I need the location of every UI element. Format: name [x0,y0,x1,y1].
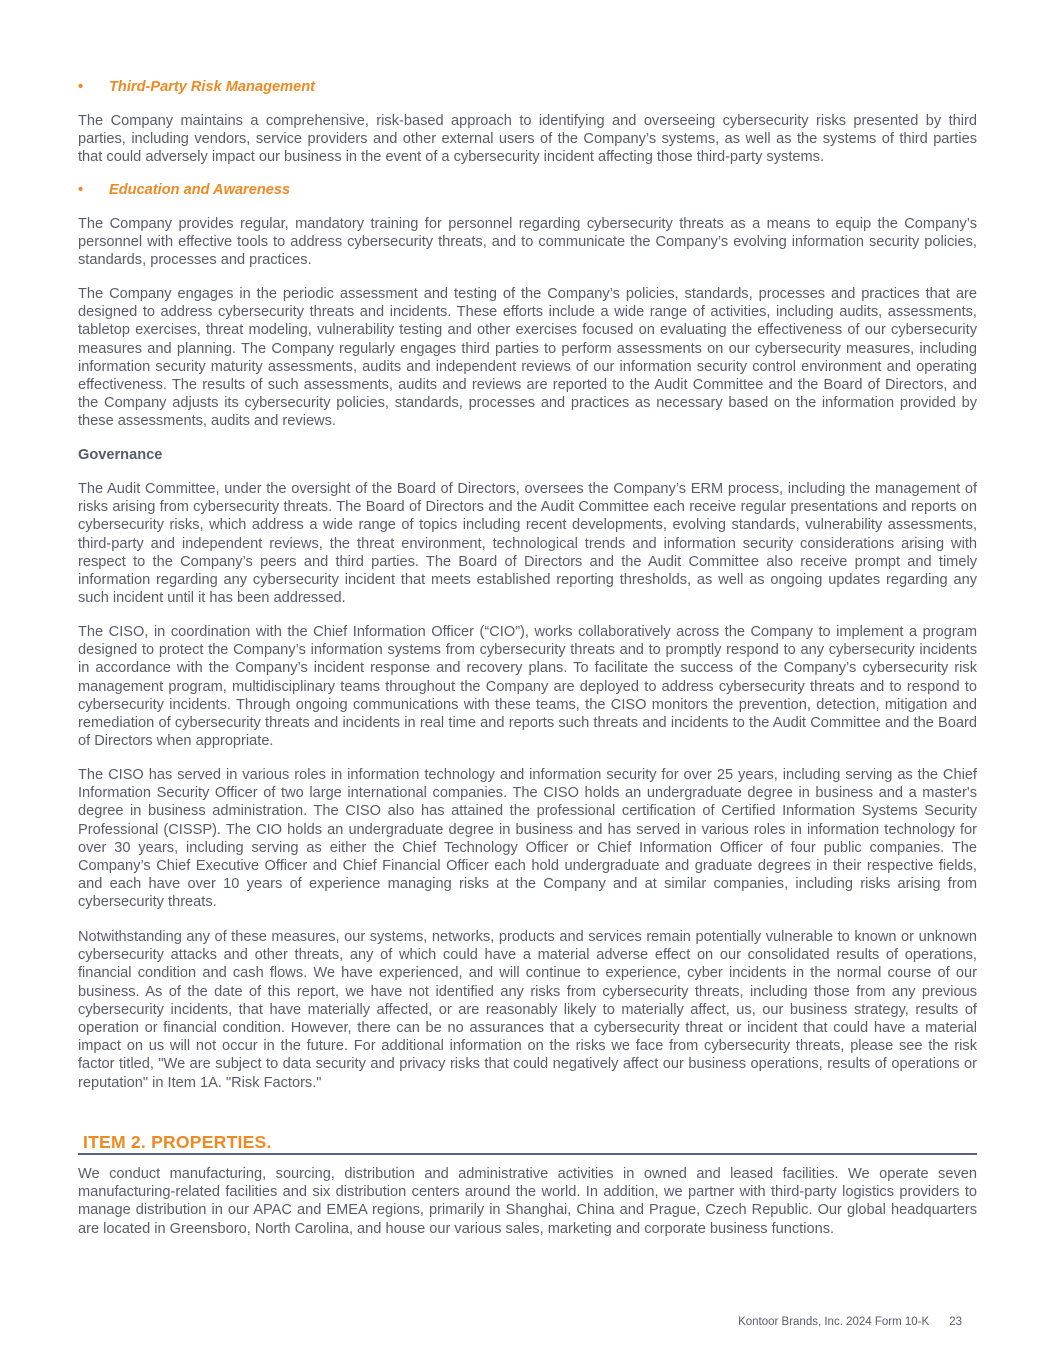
assessment-paragraph: The Company engages in the periodic assessment and testing of the Company’s policies, standards, processes and practices that are designed to address cybersecurity threats and incidents. These efforts include a wide range of activities, including audits, assessments, tabletop exercises, threat modeling, vulnerability testing and other exercises focused on evaluating the effectiveness of our cybersecurity measures and planning. The Company regularly engages third parties to perform assessments on our cybersecurity measures, including information security maturity assessments, audits and independent reviews of our information security control environment and operating effectiveness. The results of such assessments, audits and reviews are reported to the Audit Committee and the Board of Directors, and the Company adjusts its cybersecurity policies, standards, processes and practices as necessary based on the information provided by these assessments, audits and reviews. [78,286,977,430]
governance-heading: Governance [78,447,163,463]
third-party-heading-text: Third-Party Risk Management [109,79,315,95]
governance-paragraph-1: The Audit Committee, under the oversight of the Board of Directors, oversees the Company’s ERM process, including the management of risks arising from cybersecurity threats. The Board of Directors and the Audit Committee each receive regular presentations and reports on cybersecurity risks, which address a wide range of topics including recent developments, evolving standards, vulnerability assessments, third-party and independent reviews, the threat environment, technological trends and information security considerations arising with respect to the Company’s peers and third parties. The Board of Directors and the Audit Committee also receive prompt and timely information regarding any cybersecurity incident that meets established reporting thresholds, as well as ongoing updates regarding any such incident until it has been addressed. [78,481,977,607]
page-number: 23 [949,1316,962,1328]
item2-heading-text: ITEM 2. PROPERTIES. [83,1132,272,1152]
third-party-paragraph: The Company maintains a comprehensive, risk-based approach to identifying and overseeing cybersecurity risks presented by third parties, including vendors, service providers and other external users of the Company’s systems, as well as the systems of third parties that could adversely impact our business in the event of a cybersecurity incident affecting those third-party systems. [78,113,977,166]
third-party-heading [78,78,315,96]
item2-heading [78,1131,977,1155]
governance-paragraph-2: The CISO, in coordination with the Chief Information Officer (“CIO”), works collaboratively across the Company to implement a program designed to protect the Company’s information systems from cybersecurity threats and to promptly respond to any cybersecurity incidents in accordance with the Company’s incident response and recovery plans. To facilitate the success of the Company’s cybersecurity risk management program, multidisciplinary teams throughout the Company are deployed to address cybersecurity threats and to respond to cybersecurity incidents. Through ongoing communications with these teams, the CISO monitors the prevention, detection, mitigation and remediation of cybersecurity threats and incidents in real time and reports such threats and incidents to the Audit Committee and the Board of Directors when appropriate. [78,624,977,750]
properties-paragraph: We conduct manufacturing, sourcing, distribution and administrative activities in owned and leased facilities. We operate seven manufacturing-related facilities and six distribution centers around the world. In addition, we partner with third-party logistics providers to manage distribution in our APAC and EMEA regions, primarily in Shanghai, China and Prague, Czech Republic. Our global headquarters are located in Greensboro, North Carolina, and house our various sales, marketing and corporate business functions. [78,1166,977,1237]
bullet-icon: • [78,182,84,198]
governance-paragraph-3: The CISO has served in various roles in information technology and information security for over 25 years, including serving as the Chief Information Security Officer of two large international companies. The CISO holds an undergraduate degree in business and a master's degree in business administration. The CISO also has attained the professional certification of Certified Information Systems Security Professional (CISSP). The CIO holds an undergraduate degree in business and has served in various roles in information technology for over 30 years, including serving as either the Chief Technology Officer or Chief Information Officer of four public companies. The Company’s Chief Executive Officer and Chief Financial Officer each hold undergraduate and graduate degrees in their respective fields, and each have over 10 years of experience managing risks at the Company and at similar companies, including risks arising from cybersecurity threats. [78,767,977,911]
education-heading [78,181,290,199]
footer-label: Kontoor Brands, Inc. 2024 Form 10-K [738,1316,930,1328]
bullet-icon: • [78,79,84,95]
education-paragraph: The Company provides regular, mandatory training for personnel regarding cybersecurity threats as a means to equip the Company’s personnel with effective tools to address cybersecurity threats, and to communicate the Company’s evolving information security policies, standards, processes and practices. [78,216,977,269]
governance-paragraph-4: Notwithstanding any of these measures, our systems, networks, products and services remain potentially vulnerable to known or unknown cybersecurity attacks and other threats, any of which could have a material adverse effect on our consolidated results of operations, financial condition and cash flows. We have experienced, and will continue to experience, cyber incidents in the normal course of our business. As of the date of this report, we have not identified any risks from cybersecurity threats, including those from any previous cybersecurity incidents, that have materially affected, or are reasonably likely to materially affect, us, our business strategy, results of operation or financial condition. However, there can be no assurances that a cybersecurity threat or incident that could have a material impact on us will not occur in the future. For additional information on the risks we face from cybersecurity threats, please see the risk factor titled, "We are subject to data security and privacy risks that could negatively affect our business operations, results of operations or reputation" in Item 1A. "Risk Factors." [78,929,977,1091]
page-footer [738,1316,962,1328]
education-heading-text: Education and Awareness [109,182,291,198]
